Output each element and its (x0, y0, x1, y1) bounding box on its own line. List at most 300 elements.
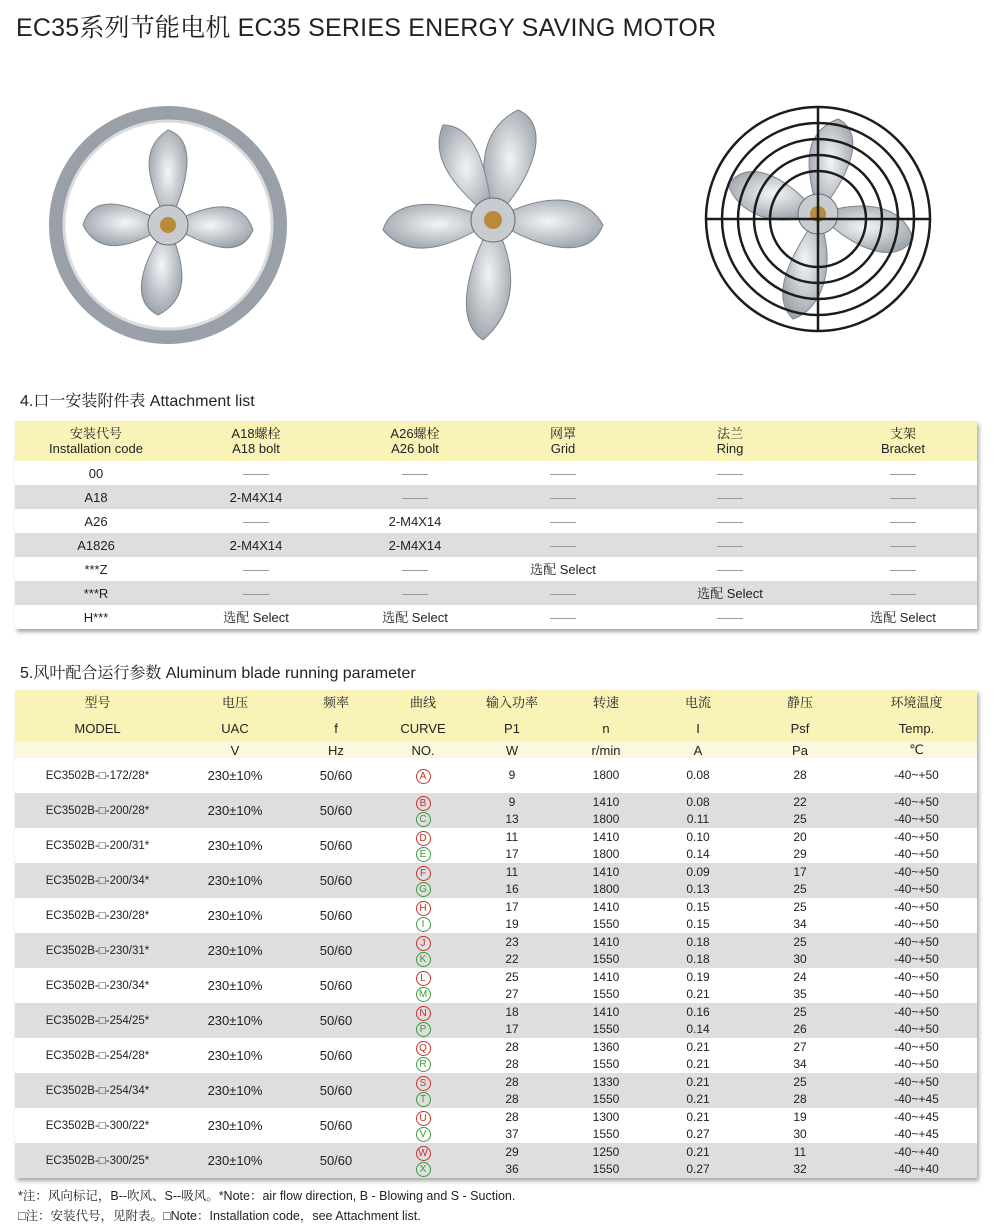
curve-cell (382, 898, 464, 933)
attachment-cell: A26 (15, 509, 177, 533)
curve-cell (382, 758, 464, 793)
model-name: EC3502B-□-230/34* (15, 968, 180, 1003)
empty-dash (890, 498, 916, 499)
attachment-cell: 2-M4X14 (177, 533, 335, 557)
n-cell (560, 758, 652, 793)
voltage: 230±10% (180, 898, 290, 933)
running-parameter-table (15, 690, 977, 1178)
temp-value: -40~+40 (894, 1144, 939, 1159)
model-row (15, 898, 977, 933)
voltage: 230±10% (180, 1073, 290, 1108)
psf-cell (744, 1003, 856, 1038)
p1-cell (464, 898, 560, 933)
attachment-header-cell (15, 421, 177, 461)
empty-dash (243, 594, 269, 595)
temp-value: -40~+50 (894, 1021, 939, 1036)
temp-value: -40~+50 (894, 916, 939, 931)
temp-cell (856, 898, 977, 933)
i-value: 0.21 (686, 1144, 710, 1159)
psf-value: 26 (793, 1021, 807, 1036)
model-name: EC3502B-□-200/34* (15, 863, 180, 898)
p1-cell (464, 1073, 560, 1108)
psf-value: 22 (793, 794, 807, 809)
psf-cell (744, 968, 856, 1003)
temp-value: -40~+50 (894, 951, 939, 966)
n-cell (560, 828, 652, 863)
psf-value: 11 (793, 1144, 807, 1159)
i-value: 0.21 (686, 1074, 710, 1089)
attachment-cell: 选配 Select (829, 605, 977, 629)
model-name: EC3502B-□-230/28* (15, 898, 180, 933)
model-row (15, 1108, 977, 1143)
attachment-cell (335, 581, 495, 605)
psf-value: 25 (793, 934, 807, 949)
header-en: Bracket (880, 441, 926, 456)
curve-marker: N (416, 1006, 431, 1021)
p1-value: 28 (505, 1091, 519, 1106)
attachment-row (15, 461, 977, 485)
temp-value: -40~+50 (894, 934, 939, 949)
temp-cell (856, 863, 977, 898)
n-cell (560, 898, 652, 933)
curve-cell (382, 1038, 464, 1073)
p1-value: 9 (508, 794, 516, 809)
empty-dash (717, 498, 743, 499)
attachment-header-cell (177, 421, 335, 461)
p1-value: 28 (505, 1039, 519, 1054)
n-cell (560, 1143, 652, 1178)
i-cell (652, 793, 744, 828)
psf-cell (744, 828, 856, 863)
attachment-row (15, 581, 977, 605)
empty-dash (402, 474, 428, 475)
empty-dash (717, 522, 743, 523)
voltage: 230±10% (180, 1003, 290, 1038)
p1-cell (464, 863, 560, 898)
header-cn: 安装代号 (69, 426, 122, 441)
model-name: EC3502B-□-200/31* (15, 828, 180, 863)
temp-cell (856, 793, 977, 828)
i-value: 0.18 (686, 951, 710, 966)
attachment-cell (495, 533, 631, 557)
psf-value: 34 (793, 1056, 807, 1071)
n-cell (560, 968, 652, 1003)
temp-value: -40~+50 (894, 986, 939, 1001)
running-header-cell: 环境温度 (856, 690, 977, 716)
n-value: 1550 (592, 986, 620, 1001)
voltage: 230±10% (180, 1108, 290, 1143)
curve-cell (382, 793, 464, 828)
empty-dash (550, 522, 576, 523)
attachment-cell: 2-M4X14 (335, 509, 495, 533)
temp-value: -40~+45 (894, 1109, 939, 1124)
attachment-cell: 选配 Select (631, 581, 829, 605)
attachment-cell: ***R (15, 581, 177, 605)
empty-dash (717, 474, 743, 475)
attachment-cell: A1826 (15, 533, 177, 557)
running-header-row (15, 742, 977, 758)
i-value: 0.14 (686, 846, 710, 861)
model-row (15, 933, 977, 968)
attachment-cell (829, 461, 977, 485)
psf-value: 19 (793, 1109, 807, 1124)
p1-value: 17 (505, 846, 519, 861)
running-header-cell: Temp. (856, 716, 977, 742)
psf-value: 30 (793, 951, 807, 966)
attachment-cell (177, 581, 335, 605)
i-value: 0.27 (686, 1126, 710, 1141)
frequency: 50/60 (290, 1003, 382, 1038)
temp-value: -40~+50 (894, 829, 939, 844)
p1-cell (464, 1038, 560, 1073)
model-row (15, 758, 977, 793)
voltage: 230±10% (180, 1143, 290, 1178)
empty-dash (550, 498, 576, 499)
i-cell (652, 898, 744, 933)
psf-value: 20 (793, 829, 807, 844)
i-value: 0.27 (686, 1161, 710, 1176)
curve-cell (382, 1003, 464, 1038)
empty-dash (890, 522, 916, 523)
temp-value: -40~+50 (894, 1074, 939, 1089)
p1-value: 13 (505, 811, 519, 826)
n-value: 1800 (592, 881, 620, 896)
attachment-cell (495, 605, 631, 629)
running-header-cell: MODEL (15, 716, 180, 742)
temp-cell (856, 1108, 977, 1143)
i-cell (652, 1003, 744, 1038)
running-header-cell: n (560, 716, 652, 742)
header-en: Ring (716, 441, 744, 456)
p1-cell (464, 793, 560, 828)
running-header-cell: 电流 (652, 690, 744, 716)
p1-value: 25 (505, 969, 519, 984)
curve-marker: F (416, 866, 431, 881)
header-cn: A26螺栓 (390, 426, 440, 441)
model-name: EC3502B-□-300/22* (15, 1108, 180, 1143)
attachment-cell (631, 605, 829, 629)
curve-marker: A (416, 769, 431, 784)
voltage: 230±10% (180, 793, 290, 828)
psf-value: 29 (793, 846, 807, 861)
running-header-row (15, 690, 977, 716)
p1-value: 9 (508, 768, 516, 782)
n-value: 1300 (592, 1109, 620, 1124)
note-installation-code: □注：安装代号，见附表。□Note：Installation code，see Attachment list. (18, 1209, 421, 1223)
n-value: 1360 (592, 1039, 620, 1054)
curve-marker: P (416, 1022, 431, 1037)
attachment-header-cell (495, 421, 631, 461)
n-cell (560, 933, 652, 968)
voltage: 230±10% (180, 1038, 290, 1073)
n-value: 1550 (592, 1161, 620, 1176)
frequency: 50/60 (290, 1038, 382, 1073)
p1-value: 22 (505, 951, 519, 966)
frequency: 50/60 (290, 758, 382, 793)
i-cell (652, 828, 744, 863)
p1-value: 36 (505, 1161, 519, 1176)
model-row (15, 1073, 977, 1108)
n-cell (560, 1003, 652, 1038)
i-value: 0.14 (686, 1021, 710, 1036)
curve-marker: E (416, 847, 431, 862)
header-en: A18 bolt (232, 441, 280, 456)
frequency: 50/60 (290, 933, 382, 968)
attachment-cell: 选配 Select (495, 557, 631, 581)
model-name: EC3502B-□-230/31* (15, 933, 180, 968)
n-value: 1410 (592, 864, 620, 879)
curve-marker: S (416, 1076, 431, 1091)
curve-cell (382, 968, 464, 1003)
empty-dash (890, 570, 916, 571)
i-value: 0.21 (686, 1109, 710, 1124)
running-header-cell: f (290, 716, 382, 742)
running-heading: 5.风叶配合运行参数 Aluminum blade running parameter (20, 665, 416, 682)
i-value: 0.08 (686, 768, 710, 782)
header-en: A26 bolt (391, 441, 439, 456)
temp-value: -40~+45 (894, 1091, 939, 1106)
temp-value: -40~+50 (894, 768, 939, 782)
empty-dash (550, 618, 576, 619)
empty-dash (717, 546, 743, 547)
empty-dash (550, 594, 576, 595)
temp-value: -40~+50 (894, 881, 939, 896)
page-title: EC35系列节能电机 EC35 SERIES ENERGY SAVING MOTOR (16, 14, 717, 42)
i-value: 0.21 (686, 1056, 710, 1071)
p1-value: 17 (505, 899, 519, 914)
n-value: 1330 (592, 1074, 620, 1089)
fan-with-ring-image (48, 90, 288, 360)
temp-value: -40~+50 (894, 899, 939, 914)
curve-marker: D (416, 831, 431, 846)
note-airflow: *注：风向标记，B--吹风、S--吸风。*Note：air flow direction, B - Blowing and S - Suction. (18, 1189, 516, 1203)
curve-marker: K (416, 952, 431, 967)
running-header-cell: 曲线 (382, 690, 464, 716)
attachment-cell (177, 509, 335, 533)
p1-value: 17 (505, 1021, 519, 1036)
model-row (15, 828, 977, 863)
header-cn: 法兰 (716, 426, 743, 441)
model-name: EC3502B-□-254/25* (15, 1003, 180, 1038)
curve-marker: X (416, 1162, 431, 1177)
empty-dash (243, 474, 269, 475)
attachment-cell (631, 461, 829, 485)
attachment-row (15, 533, 977, 557)
running-header-cell: 静压 (744, 690, 856, 716)
p1-value: 27 (505, 986, 519, 1001)
temp-value: -40~+50 (894, 1056, 939, 1071)
empty-dash (550, 546, 576, 547)
running-header-cell: 转速 (560, 690, 652, 716)
header-cn: A18螺栓 (231, 426, 281, 441)
voltage: 230±10% (180, 828, 290, 863)
attachment-cell (335, 557, 495, 581)
psf-value: 32 (793, 1161, 807, 1176)
n-value: 1410 (592, 899, 620, 914)
p1-cell (464, 828, 560, 863)
n-value: 1550 (592, 1021, 620, 1036)
psf-cell (744, 863, 856, 898)
temp-value: -40~+50 (894, 864, 939, 879)
curve-marker: H (416, 901, 431, 916)
psf-value: 35 (793, 986, 807, 1001)
model-row (15, 968, 977, 1003)
psf-cell (744, 793, 856, 828)
empty-dash (717, 570, 743, 571)
temp-value: -40~+50 (894, 1039, 939, 1054)
p1-cell (464, 1003, 560, 1038)
attachment-row (15, 509, 977, 533)
i-cell (652, 1038, 744, 1073)
running-header-cell: NO. (382, 742, 464, 758)
psf-cell (744, 1143, 856, 1178)
p1-value: 23 (505, 934, 519, 949)
temp-value: -40~+50 (894, 811, 939, 826)
attachment-cell (829, 581, 977, 605)
voltage: 230±10% (180, 758, 290, 793)
i-value: 0.18 (686, 934, 710, 949)
frequency: 50/60 (290, 863, 382, 898)
attachment-cell (495, 461, 631, 485)
attachment-cell: 2-M4X14 (177, 485, 335, 509)
attachment-cell (495, 581, 631, 605)
temp-value: -40~+50 (894, 969, 939, 984)
curve-cell (382, 828, 464, 863)
frequency: 50/60 (290, 1143, 382, 1178)
attachment-cell (631, 485, 829, 509)
attachment-cell: 选配 Select (177, 605, 335, 629)
running-header-cell (15, 742, 180, 758)
i-value: 0.15 (686, 899, 710, 914)
temp-cell (856, 828, 977, 863)
p1-value: 28 (505, 1056, 519, 1071)
attachment-cell: 00 (15, 461, 177, 485)
i-value: 0.13 (686, 881, 710, 896)
attachment-cell (631, 557, 829, 581)
running-header-cell: Pa (744, 742, 856, 758)
curve-marker: T (416, 1092, 431, 1107)
empty-dash (243, 570, 269, 571)
p1-cell (464, 933, 560, 968)
psf-value: 17 (793, 864, 807, 879)
empty-dash (243, 522, 269, 523)
attachment-row (15, 557, 977, 581)
temp-cell (856, 933, 977, 968)
i-cell (652, 968, 744, 1003)
model-row (15, 1038, 977, 1073)
model-row (15, 1003, 977, 1038)
running-header-cell: ℃ (856, 742, 977, 758)
voltage: 230±10% (180, 863, 290, 898)
n-value: 1800 (592, 768, 620, 782)
temp-cell (856, 1038, 977, 1073)
n-cell (560, 1108, 652, 1143)
psf-value: 25 (793, 881, 807, 896)
model-name: EC3502B-□-300/25* (15, 1143, 180, 1178)
psf-cell (744, 1108, 856, 1143)
curve-marker: V (416, 1127, 431, 1142)
p1-cell (464, 1108, 560, 1143)
p1-value: 18 (505, 1004, 519, 1019)
attachment-cell: H*** (15, 605, 177, 629)
i-value: 0.15 (686, 916, 710, 931)
n-value: 1550 (592, 1091, 620, 1106)
p1-value: 37 (505, 1126, 519, 1141)
p1-value: 28 (505, 1074, 519, 1089)
i-cell (652, 1073, 744, 1108)
curve-cell (382, 863, 464, 898)
attachment-cell (177, 557, 335, 581)
attachment-header-cell (829, 421, 977, 461)
n-value: 1410 (592, 794, 620, 809)
attachment-cell (829, 557, 977, 581)
n-cell (560, 1073, 652, 1108)
running-header-cell: Psf (744, 716, 856, 742)
curve-cell (382, 1108, 464, 1143)
psf-cell (744, 898, 856, 933)
n-value: 1800 (592, 811, 620, 826)
curve-marker: L (416, 971, 431, 986)
temp-cell (856, 1073, 977, 1108)
attachment-cell (335, 485, 495, 509)
empty-dash (890, 474, 916, 475)
psf-value: 25 (793, 811, 807, 826)
attachment-cell (495, 509, 631, 533)
temp-cell (856, 968, 977, 1003)
temp-cell (856, 758, 977, 793)
curve-marker: B (416, 796, 431, 811)
p1-value: 29 (505, 1144, 519, 1159)
psf-value: 24 (793, 969, 807, 984)
n-cell (560, 863, 652, 898)
product-photos (0, 80, 1000, 380)
running-header-cell: W (464, 742, 560, 758)
attachment-header-cell (335, 421, 495, 461)
n-value: 1410 (592, 1004, 620, 1019)
temp-cell (856, 1003, 977, 1038)
n-value: 1800 (592, 846, 620, 861)
temp-value: -40~+50 (894, 846, 939, 861)
header-cn: 支架 (889, 426, 916, 441)
temp-value: -40~+50 (894, 1004, 939, 1019)
model-name: EC3502B-□-254/28* (15, 1038, 180, 1073)
running-header-cell: 型号 (15, 690, 180, 716)
model-name: EC3502B-□-254/34* (15, 1073, 180, 1108)
attachment-cell: ***Z (15, 557, 177, 581)
attachment-cell: 2-M4X14 (335, 533, 495, 557)
temp-value: -40~+50 (894, 794, 939, 809)
i-cell (652, 758, 744, 793)
fan-with-grid-image (698, 94, 938, 354)
psf-value: 25 (793, 1004, 807, 1019)
header-en: Installation code (49, 441, 143, 456)
i-value: 0.16 (686, 1004, 710, 1019)
curve-cell (382, 933, 464, 968)
i-cell (652, 1143, 744, 1178)
i-cell (652, 1108, 744, 1143)
running-header-cell: 频率 (290, 690, 382, 716)
psf-value: 28 (793, 768, 807, 782)
voltage: 230±10% (180, 933, 290, 968)
footnotes (18, 1186, 515, 1226)
attachment-cell (335, 461, 495, 485)
i-value: 0.21 (686, 1039, 710, 1054)
running-header-cell: V (180, 742, 290, 758)
voltage: 230±10% (180, 968, 290, 1003)
running-header-cell: UAC (180, 716, 290, 742)
attachment-cell (829, 533, 977, 557)
running-header-row (15, 716, 977, 742)
